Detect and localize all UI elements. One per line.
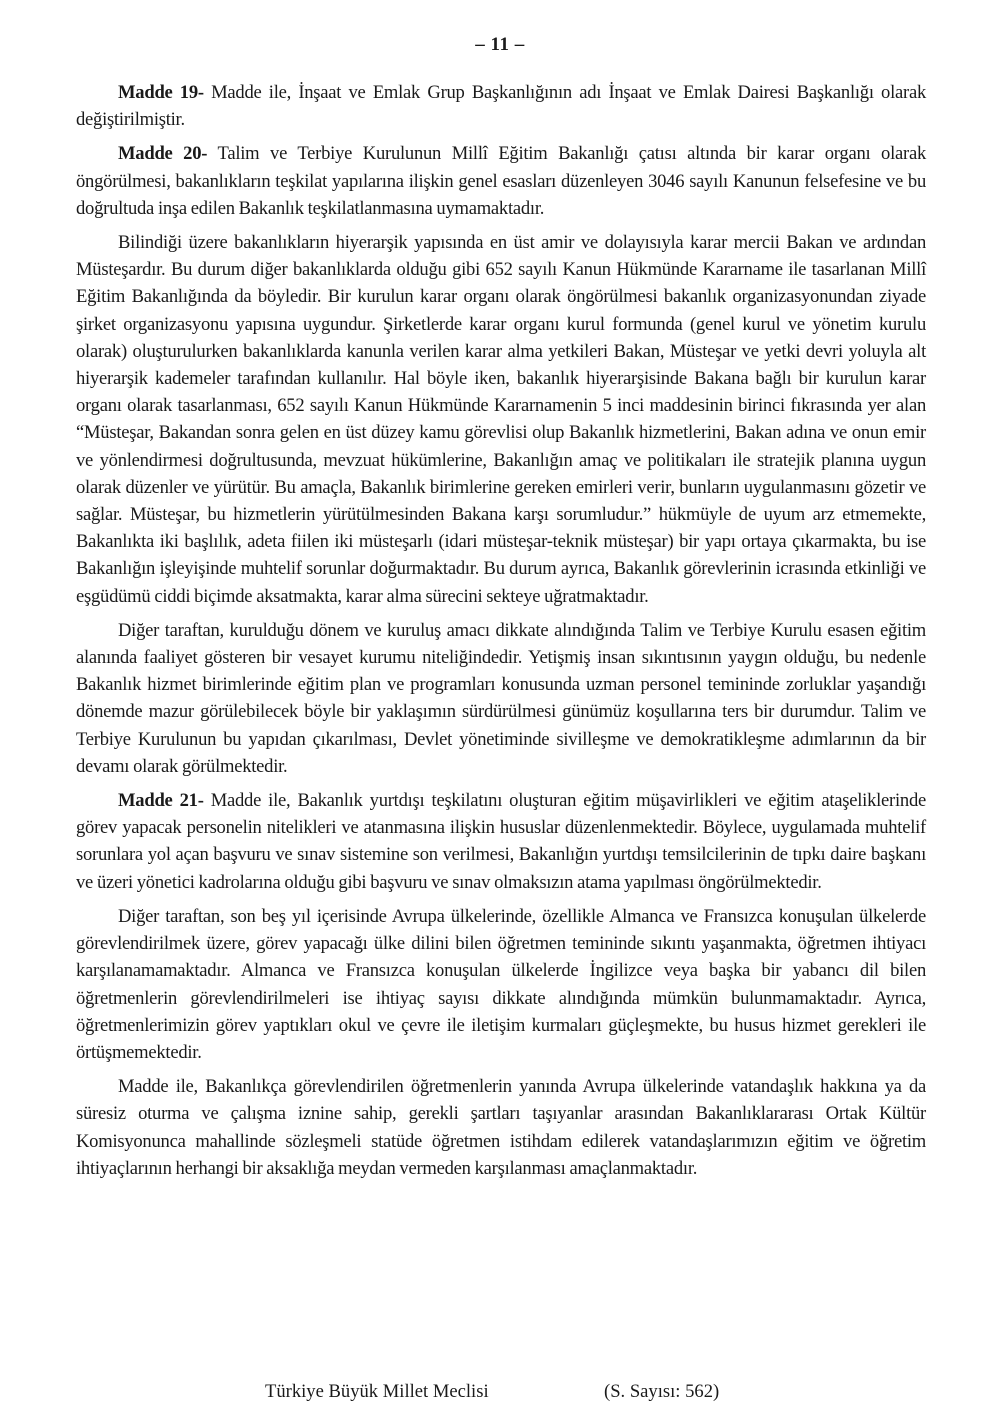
paragraph-text: Diğer taraftan, son beş yıl içerisinde Avrupa ülkelerinde, özellikle Almanca ve Fransızca konuşulan ülkelerde görevlendirilmek üzere, görev yapacağı ülke dilini bilen öğretmen temininde sıkıntı yaşanmakta, öğretmen ihtiyacı karşılanamamaktadır. Almanca ve Fransızca konuşulan ülkelerde İngilizce veya başka bir yabancı dil bilen öğretmenlerin görevlendirilmeleri ise ihtiyaç sayısı dikkate alındığında mümkün bulunmamaktadır. Ayrıca, öğretmenlerimizin görev yaptıkları okul ve çevre ile iletişim kurmaları güçleşmekte, bu husus hizmet gerekleri ile örtüşmemektedir. — [76, 905, 926, 1063]
paragraph-text: Bilindiği üzere bakanlıkların hiyerarşik yapısında en üst amir ve dolayısıyla karar mercii Bakan ve ardından Müsteşardır. Bu durum diğer bakanlıklarda olduğu gibi 652 sayılı Kanun Hükmünde Kararname ile tasarlanan Millî Eğitim Bakanlığında da böyledir. Bir kurulun karar organı olarak öngörülmesi bakanlık organizasyonundan ziyade şirket organizasyonu yapısına uygundur. Şirketlerde karar organı kurul formunda (genel kurul ve yönetim kurulu olarak) oluşturulurken bakanlıklarda kanunla verilen karar alma yetkileri Bakan, Müsteşar ve yetki devri yoluyla alt hiyerarşik kademeler tarafından kullanılır. Hal böyle iken, bakanlık hiyerarşisinde Bakana bağlı bir kurulun karar organı olarak tasarlanması, 652 sayılı Kanun Hükmünde Kararnamenin 5 inci maddesinin birinci fıkrasında yer alan “Müsteşar, Bakandan sonra gelen en üst düzey kamu görevlisi olup Bakanlık hizmetlerini, Bakan adına ve onun emir ve yönlendirmesi doğrultusunda, mevzuat hükümlerine, Bakanlığın amaç ve politikaları ile stratejik planına uygun olarak düzenler ve yürütür. Bu amaçla, Bakanlık birimlerine gereken emirleri verir, bunların uygulanmasını gözetir ve sağlar. Müsteşar, bu hizmetlerin yürütülmesinden Bakana karşı sorumludur.” hükmüyle de uyum arz etmemekte, Bakanlıkta iki başlılık, adeta fiilen iki müsteşarlı (idari müsteşar-teknik müsteşar) bir yapı ortaya çıkarmakta, bu ise Bakanlığın işleyişinde muhtelif sorunlar doğurmaktadır. Bu durum ayrıca, Bakanlık görevlerinin icrasında etkinliği ve eşgüdümü ciddi biçimde aksatmakta, karar alma sürecini sekteye uğratmaktadır. — [76, 232, 926, 607]
paragraph-text: Madde ile, Bakanlık yurtdışı teşkilatını oluşturan eğitim müşavirlikleri ve eğitim ataşeliklerinde görev yapacak personelin nitelikleri ve atanmasına ilişkin hususlar düzenlenmektedir. Böylece, uygulamada muhtelif sorunlara yol açan başvuru ve sınav sistemine son verilmesi, Bakanlığın yurtdışı temsilcilerinin de tıpkı daire başkanı ve üzeri yönetici kadrolarına olduğu gibi başvuru ve sınav olmaksızın atama yapılması öngörülmektedir. — [76, 790, 926, 893]
article-heading: Madde 19- — [118, 82, 204, 103]
page-number: – 11 – — [475, 34, 525, 55]
article-heading: Madde 20- — [118, 143, 208, 165]
footer-institution: Türkiye Büyük Millet Meclisi — [265, 1381, 489, 1402]
article-heading: Madde 21- — [118, 790, 204, 812]
footer-issue-number: (S. Sayısı: 562) — [604, 1381, 720, 1402]
document-body — [76, 79, 926, 1189]
paragraph-text: Talim ve Terbiye Kurulunun Millî Eğitim Bakanlığı çatısı altında bir karar organı olarak öngörülmesi, bakanlıkların teşkilat yapılarına ilişkin genel esasları düzenleyen 3046 sayılı Kanunun felsefesine ve bu doğrultuda inşa edilen Bakanlık teşkilatlanmasına uymamaktadır. — [76, 143, 927, 219]
paragraph-contract-teachers — [76, 1073, 926, 1182]
paragraph-text: Madde ile, Bakanlıkça görevlendirilen öğretmenlerin yanında Avrupa ülkelerinde vatandaşlık hakkına ya da süresiz oturma ve çalışma iznine sahip, gerekli şartları taşıyanlar arasından Bakanlıklararası Ortak Kültür Komisyonunca mahallinde sözleşmeli statüde öğretmen istihdam edilerek vatandaşlarımızın eğitim ve öğretim ihtiyaçlarının herhangi bir aksaklığa meydan vermeden karşılanması amaçlanmaktadır. — [76, 1076, 926, 1179]
paragraph-madde-20 — [76, 140, 926, 222]
paragraph-board-history — [76, 617, 926, 780]
paragraph-teacher-shortage — [76, 903, 926, 1066]
paragraph-text: Madde ile, İnşaat ve Emlak Grup Başkanlığının adı İnşaat ve Emlak Dairesi Başkanlığı olarak değiştirilmiştir. — [76, 82, 927, 131]
paragraph-madde-19 — [76, 79, 926, 133]
paragraph-madde-21 — [76, 787, 926, 896]
paragraph-hierarchy — [76, 229, 926, 610]
paragraph-text: Diğer taraftan, kurulduğu dönem ve kuruluş amacı dikkate alındığında Talim ve Terbiye Kurulu esasen eğitim alanında faaliyet gösteren bir vesayet kurumu niteliğindedir. Yetişmiş insan sıkıntısının yaygın olduğu, bu nedenle Bakanlık hizmet birimlerinde eğitim plan ve programları konusunda uzman personel temininde zorluklar yaşandığı dönemde mazur görülebilecek böyle bir yaklaşımın sürdürülmesi günümüz koşullarına ters bir durumdur. Talim ve Terbiye Kurulunun bu yapıdan çıkarılması, Devlet yönetiminde sivilleşme ve demokratikleşme adımlarının da bir devamı olarak görülmektedir. — [76, 619, 926, 777]
